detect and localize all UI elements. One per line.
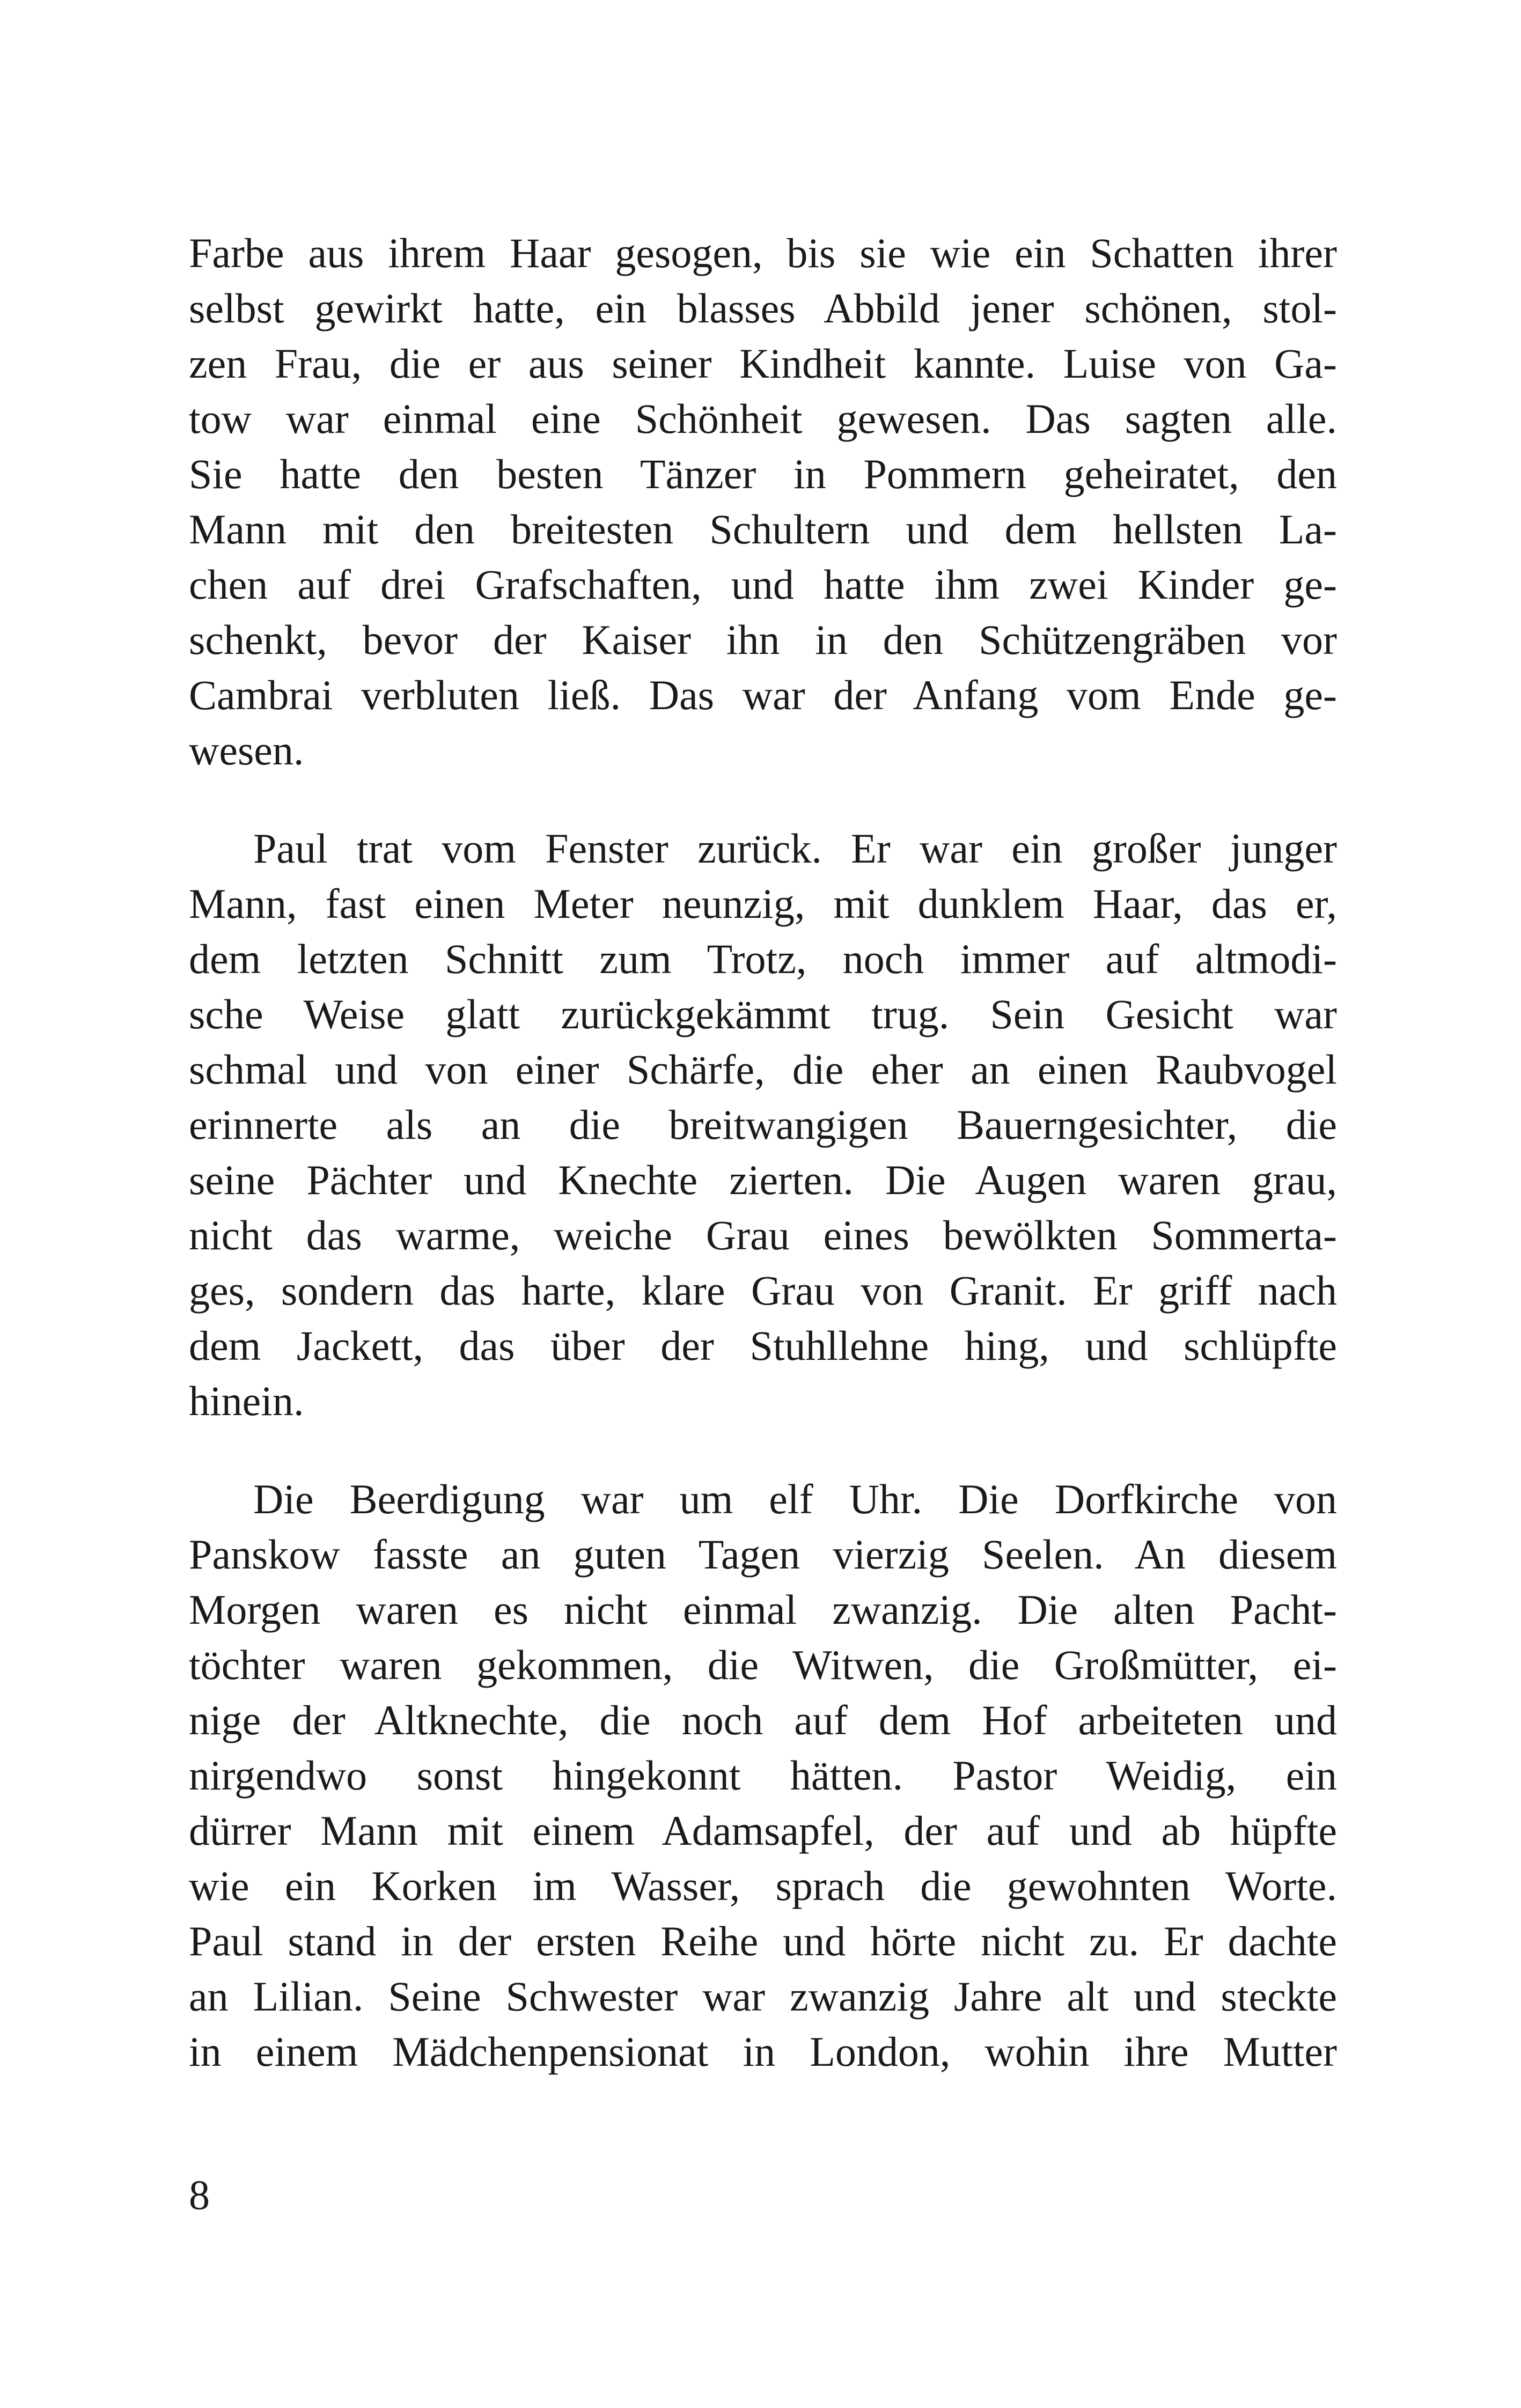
paragraph	[189, 225, 1337, 778]
text-line: selbst gewirkt hatte, ein blasses Abbild jener schönen, stol-	[189, 285, 1337, 332]
text-line: seine Pächter und Knechte zierten. Die Augen waren grau,	[189, 1157, 1337, 1203]
text-line: Paul stand in der ersten Reihe und hörte nicht zu. Er dachte	[189, 1918, 1337, 1964]
text-line: sche Weise glatt zurückgekämmt trug. Sein Gesicht war	[189, 991, 1337, 1037]
paragraph	[189, 1471, 1337, 2079]
paragraph-gap	[189, 1428, 1337, 1471]
text-line: dem Jackett, das über der Stuhllehne hing, und schlüpfte	[189, 1322, 1337, 1369]
text-line: schenkt, bevor der Kaiser ihn in den Schützengräben vor	[189, 616, 1337, 663]
text-line: nige der Altknechte, die noch auf dem Hof arbeiteten und	[189, 1697, 1337, 1743]
paragraph	[189, 821, 1337, 1428]
text-line: Morgen waren es nicht einmal zwanzig. Die alten Pacht-	[189, 1586, 1337, 1633]
text-line: wie ein Korken im Wasser, sprach die gewohnten Worte.	[189, 1862, 1337, 1909]
text-line: töchter waren gekommen, die Witwen, die Großmütter, ei-	[189, 1641, 1337, 1688]
text-line: chen auf drei Grafschaften, und hatte ihm zwei Kinder ge-	[189, 561, 1337, 608]
text-line: Die Beerdigung war um elf Uhr. Die Dorfkirche von	[253, 1476, 1337, 1522]
text-line: nirgendwo sonst hingekonnt hätten. Pastor Weidig, ein	[189, 1752, 1337, 1799]
text-line: an Lilian. Seine Schwester war zwanzig Jahre alt und steckte	[189, 1973, 1337, 2020]
text-line: wesen.	[189, 727, 304, 774]
paragraph-gap	[189, 778, 1337, 821]
text-line: tow war einmal eine Schönheit gewesen. Das sagten alle.	[189, 395, 1337, 442]
text-line: dem letzten Schnitt zum Trotz, noch immer auf altmodi-	[189, 936, 1337, 982]
text-line: dürrer Mann mit einem Adamsapfel, der auf und ab hüpfte	[189, 1807, 1337, 1854]
text-line: in einem Mädchenpensionat in London, wohin ihre Mutter	[189, 2028, 1337, 2075]
text-line: schmal und von einer Schärfe, die eher an einen Raubvogel	[189, 1046, 1337, 1093]
text-line: Farbe aus ihrem Haar gesogen, bis sie wie ein Schatten ihrer	[189, 230, 1337, 276]
text-line: Panskow fasste an guten Tagen vierzig Seelen. An diesem	[189, 1531, 1337, 1578]
page-number: 8	[189, 2171, 210, 2218]
text-line: ges, sondern das harte, klare Grau von Granit. Er griff nach	[189, 1267, 1337, 1314]
text-line: erinnerte als an die breitwangigen Bauerngesichter, die	[189, 1101, 1337, 1148]
body-text	[189, 225, 1337, 2079]
text-line: Mann, fast einen Meter neunzig, mit dunklem Haar, das er,	[189, 880, 1337, 927]
text-line: zen Frau, die er aus seiner Kindheit kannte. Luise von Ga-	[189, 340, 1337, 387]
text-line: hinein.	[189, 1378, 304, 1424]
text-line: nicht das warme, weiche Grau eines bewölkten Sommerta-	[189, 1212, 1337, 1258]
text-line: Sie hatte den besten Tänzer in Pommern geheiratet, den	[189, 451, 1337, 497]
text-line: Cambrai verbluten ließ. Das war der Anfang vom Ende ge-	[189, 672, 1337, 718]
text-line: Mann mit den breitesten Schultern und dem hellsten La-	[189, 506, 1337, 553]
text-line: Paul trat vom Fenster zurück. Er war ein großer junger	[253, 825, 1337, 872]
